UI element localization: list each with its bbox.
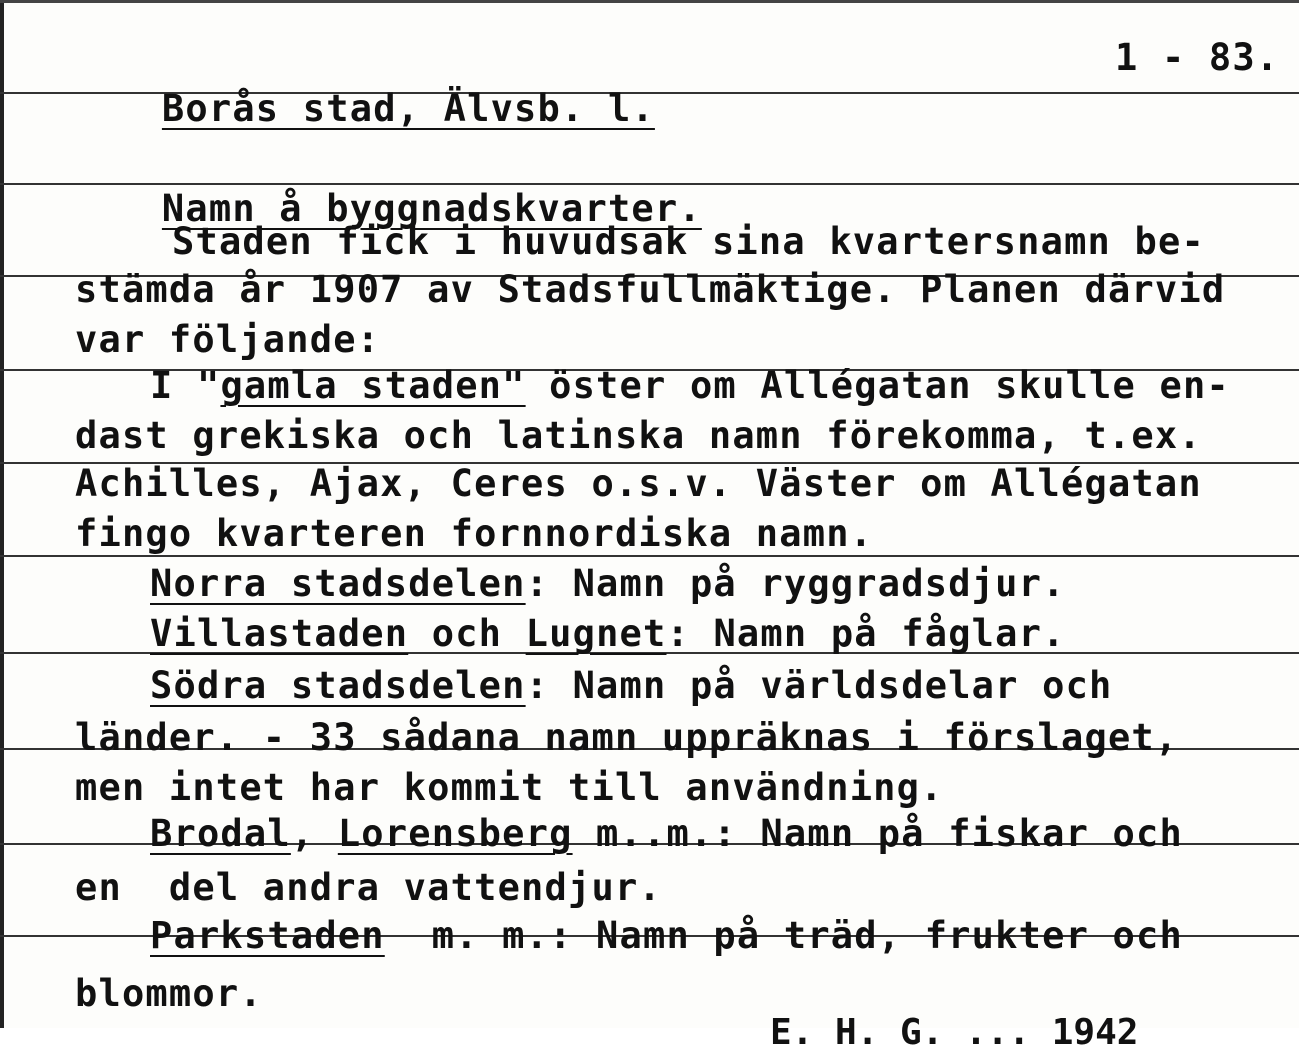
text-span: öster om Allégatan skulle en- <box>525 364 1230 407</box>
underlined-term: Lugnet <box>525 612 667 655</box>
underlined-term: Lorensberg <box>337 812 573 855</box>
text-line: dast grekiska och latinska namn förekomma, t.ex. <box>75 414 1202 457</box>
text-span: : Namn på fåglar. <box>666 612 1066 655</box>
text-line: stämda år 1907 av Stadsfullmäktige. Planen därvid <box>75 268 1226 311</box>
underlined-term: Villastaden <box>150 612 409 655</box>
text-span: m..m.: Namn på fiskar och <box>572 812 1183 855</box>
underlined-term: Parkstaden <box>150 914 385 957</box>
underlined-term: Norra stadsdelen <box>150 562 526 605</box>
underlined-term: Södra stadsdelen <box>150 664 526 707</box>
text-span: och <box>408 612 526 655</box>
text-line: länder. - 33 sådana namn uppräknas i förslaget, <box>75 716 1179 759</box>
text-span: : Namn på ryggradsdjur. <box>525 562 1066 605</box>
text-line <box>150 612 1066 656</box>
text-line <box>150 812 1183 856</box>
card-number: 1 - 83. <box>1115 36 1280 79</box>
text-line <box>150 364 1230 408</box>
text-line: Achilles, Ajax, Ceres o.s.v. Väster om Allégatan <box>75 462 1202 505</box>
text-line: en del andra vattendjur. <box>75 866 662 909</box>
underlined-term: gamla staden" <box>220 364 526 407</box>
section-heading-text: Namn å byggnadskvarter. <box>161 187 702 230</box>
text-line <box>150 562 1066 606</box>
card-title-text: Borås stad, Älvsb. l. <box>161 87 655 130</box>
text-span: I " <box>150 364 221 407</box>
underlined-term: Brodal <box>150 812 291 855</box>
text-line: var följande: <box>75 318 381 361</box>
text-line <box>150 914 1183 958</box>
text-line: blommor. <box>75 972 263 1015</box>
text-line: Staden fick i huvudsak sina kvartersnamn be- <box>172 220 1205 263</box>
text-span: , <box>290 812 338 855</box>
text-line: fingo kvarteren fornnordiska namn. <box>75 512 874 555</box>
text-span: m. m.: Namn på träd, frukter och <box>384 914 1183 957</box>
text-span: : Namn på världsdelar och <box>525 664 1113 707</box>
text-line <box>150 664 1113 708</box>
signature-cutoff: E. H. G. ... 1942 <box>770 1012 1139 1053</box>
card-top-edge <box>0 0 1299 3</box>
card-left-edge <box>0 0 4 1028</box>
text-line: men intet har kommit till användning. <box>75 766 944 809</box>
